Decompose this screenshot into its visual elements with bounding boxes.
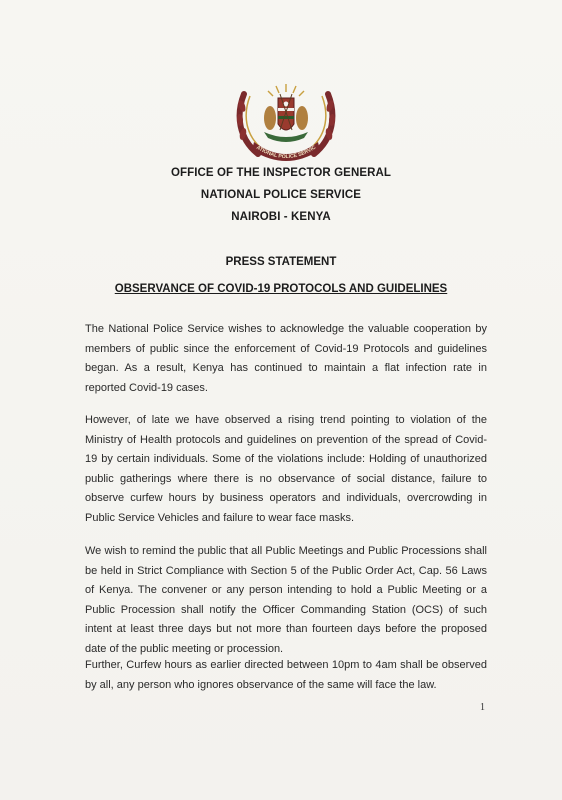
paragraph-2: However, of late we have observed a rising trend pointing to violation of the Ministry of Health protocols and guidelines on prevention of the spread of Covid-19 by certain individuals. Some of the violations include: Holding of unauthorized public gatherings where there is no observance of social distance, failure to observe curfew hours by business operators and individuals, overcrowding in Public Service Vehicles and failure to wear face masks.: [85, 414, 487, 524]
page-number: 1: [480, 702, 485, 713]
press-statement-heading: PRESS STATEMENT: [225, 256, 337, 268]
office-title: OFFICE OF THE INSPECTOR GENERAL: [170, 167, 392, 179]
subject-heading: OBSERVANCE OF COVID-19 PROTOCOLS AND GUIDELINES: [114, 283, 448, 295]
paragraph-4: Further, Curfew hours as earlier directed between 10pm to 4am shall be observed by all, any person who ignores observance of the same will face the law.: [85, 659, 487, 691]
crest-motto: ATIONAL POLICE SERVIC: [255, 144, 318, 161]
service-title: NATIONAL POLICE SERVICE: [200, 189, 362, 201]
paragraph-3: We wish to remind the public that all Public Meetings and Public Processions shall be held in Strict Compliance with Section 5 of the Public Order Act, Cap. 56 Laws of Kenya. The convener or any person intending to hold a Public Meeting or a Public Procession shall notify the Officer Commanding Station (OCS) of such intent at least three days but not more than fourteen days before the proposed date of the public meeting or procession.: [85, 545, 487, 655]
national-police-service-crest-icon: [230, 80, 342, 170]
location-title: NAIROBI - KENYA: [231, 211, 331, 223]
paragraph-1: The National Police Service wishes to acknowledge the valuable cooperation by members of public since the enforcement of Covid-19 Protocols and guidelines began. As a result, Kenya has continued to maintain a flat infection rate in reported Covid-19 cases.: [85, 323, 487, 394]
